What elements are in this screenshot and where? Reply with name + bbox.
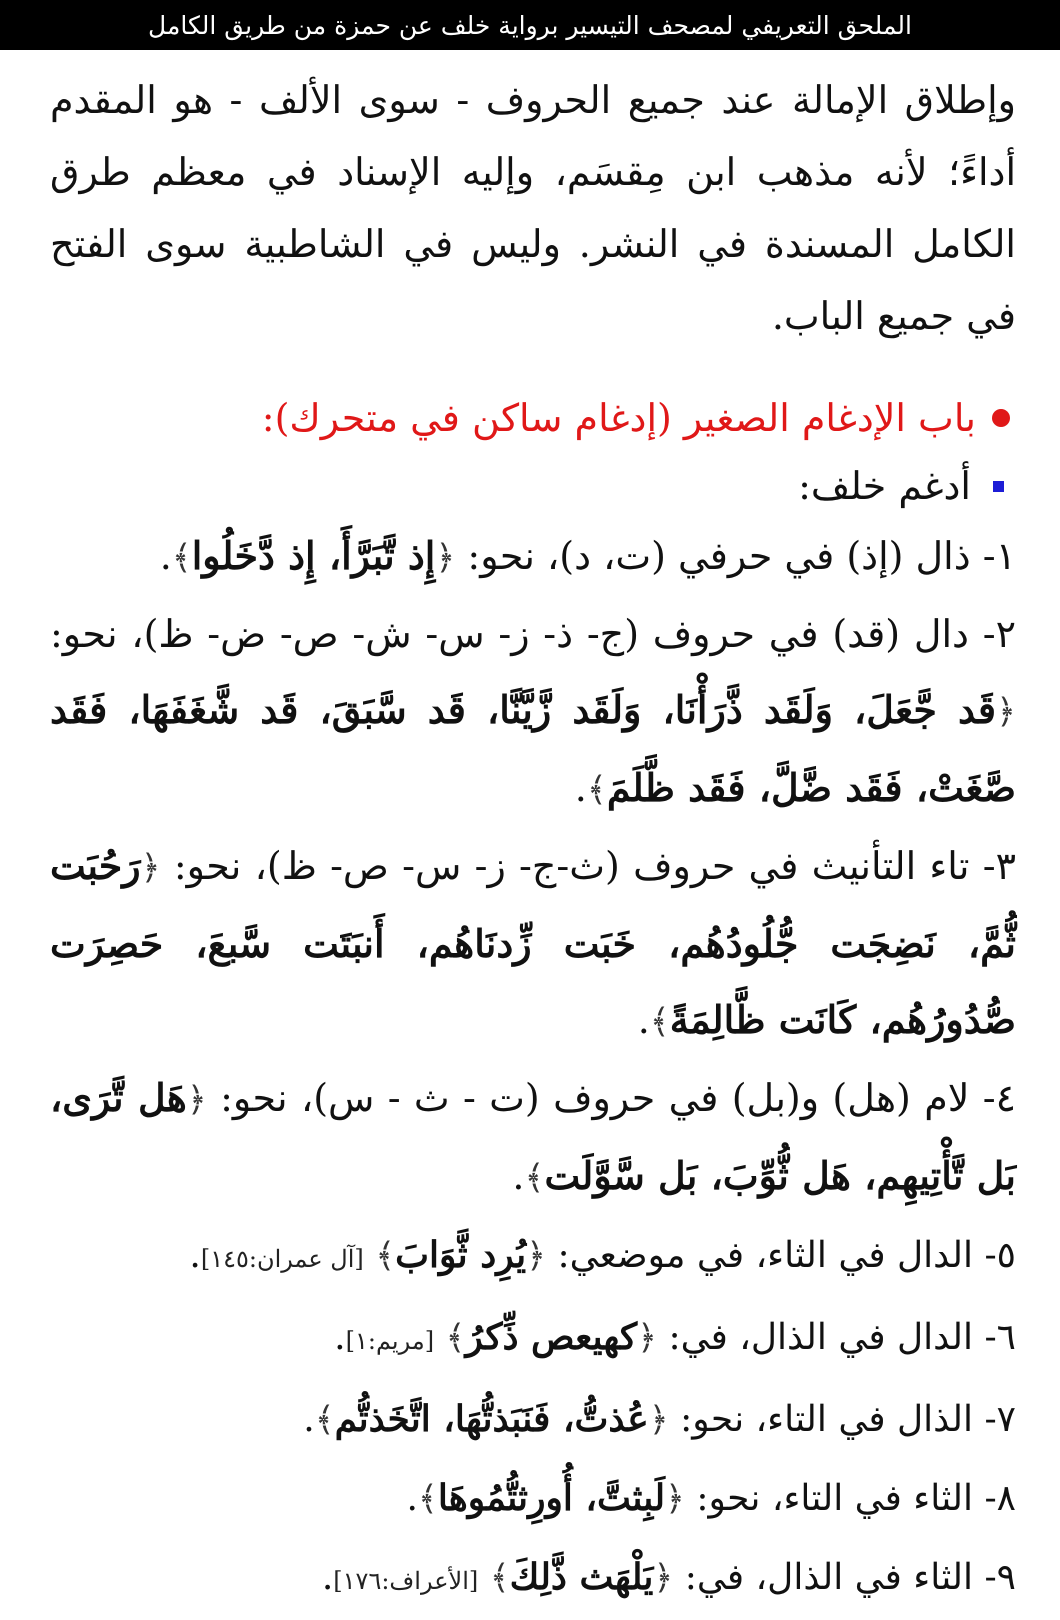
item-end: .: [303, 1399, 315, 1440]
item-number: ٤-: [982, 1076, 1016, 1120]
quran-text: عُذتُّ، فَنَبَذتُّهَا، اتَّخَذتُّم: [334, 1398, 649, 1440]
quran-text: يَلْهَث ذَّلِكَ: [509, 1556, 654, 1598]
ornate-brace-open-icon: ﴿: [140, 848, 161, 888]
ornate-brace-open-icon: ﴿: [526, 1236, 547, 1276]
item-number: ٣-: [982, 844, 1016, 888]
quran-text: رَحُبَت ثُّمَّ، نَضِجَت جُّلُودُهُم، خَبَت زِّدنَاهُم، أَنبَتَت سَّبعَ، حَصِرَت صُّدُورُهُم، كَانَت ظَّالِمَةً: [50, 843, 1016, 1042]
item-end: .: [189, 1235, 201, 1276]
verse-reference: [مريم:١]: [345, 1327, 435, 1355]
running-header-title: الملحق التعريفي لمصحف التيسير برواية خلف عن حمزة من طريق الكامل: [148, 10, 912, 40]
item-end: .: [574, 766, 587, 810]
item-text: الذال في التاء، نحو:: [680, 1399, 974, 1440]
page-body: [0, 50, 1060, 1620]
ornate-brace-close-icon: ﴾: [375, 1236, 396, 1276]
section-heading-text: باب الإدغام الصغير (إدغام ساكن في متحرك):: [261, 396, 976, 440]
blue-square-bullet-icon: [993, 481, 1004, 492]
quran-text: هَل تَّرَى، بَل تَّأْتِيهِم، هَل ثُّوِّبَ، بَل سَّوَّلَت: [50, 1075, 1016, 1198]
item-end: .: [406, 1478, 418, 1519]
ornate-brace-open-icon: ﴿: [435, 538, 456, 578]
ornate-brace-close-icon: ﴾: [489, 1558, 510, 1598]
list-item: [50, 1380, 1016, 1459]
running-header: [0, 0, 1060, 50]
ornate-brace-open-icon: ﴿: [637, 1318, 658, 1358]
item-number: ٢-: [982, 612, 1016, 656]
item-number: ٥-: [984, 1235, 1016, 1276]
intro-line: وإطلاق الإمالة عند جميع الحروف - سوى الألف - هو المقدم: [50, 78, 1016, 122]
ornate-brace-open-icon: ﴿: [186, 1080, 207, 1120]
sub-heading: [50, 454, 1016, 518]
quran-text: كهيعص ذِّكرُ: [465, 1316, 638, 1358]
intro-line: المسندة في النشر. وليس في الشاطبية سوى الفتح في جميع الباب.: [50, 222, 1016, 338]
intro-paragraph: [50, 64, 1016, 352]
item-text: ذال (إذ) في حرفي (ت، د)، نحو:: [467, 534, 971, 578]
item-text: الدال في الذال، في:: [668, 1317, 974, 1358]
ornate-brace-open-icon: ﴿: [653, 1558, 674, 1598]
ornate-brace-open-icon: ﴿: [996, 692, 1016, 732]
item-text: دال (قد) في حروف (ج- ذ- ز- س- ش- ص- ض- ظ)، نحو:: [50, 612, 969, 656]
item-text: الدال في الثاء، في موضعي:: [557, 1235, 974, 1276]
ornate-brace-close-icon: ﴾: [417, 1479, 438, 1519]
item-number: ٧-: [984, 1399, 1016, 1440]
item-number: ٩-: [984, 1557, 1016, 1598]
list-item: [50, 596, 1016, 828]
item-number: ٨-: [984, 1478, 1016, 1519]
sub-heading-text: أدغم خلف:: [798, 464, 971, 508]
list-item: [50, 828, 1016, 1060]
ornate-brace-close-icon: ﴾: [524, 1158, 545, 1198]
ornate-brace-close-icon: ﴾: [649, 1002, 670, 1042]
ornate-brace-close-icon: ﴾: [171, 538, 192, 578]
item-text: لام (هل) و(بل) في حروف (ت - ث - س)، نحو:: [220, 1076, 970, 1120]
list-item: [50, 1060, 1016, 1216]
item-text: الثاء في الذال، في:: [684, 1557, 974, 1598]
item-end: .: [159, 534, 172, 578]
item-end: .: [334, 1317, 346, 1358]
ornate-brace-open-icon: ﴿: [648, 1400, 669, 1440]
item-number: ٦-: [984, 1317, 1016, 1358]
item-text: الثاء في التاء، نحو:: [696, 1478, 974, 1519]
ornate-brace-close-icon: ﴾: [314, 1400, 335, 1440]
list-item: [50, 1538, 1016, 1620]
quran-text: يُرِد ثَّوَابَ: [395, 1234, 527, 1276]
list-item: [50, 1459, 1016, 1538]
ornate-brace-close-icon: ﴾: [445, 1318, 466, 1358]
list-item: [50, 1298, 1016, 1380]
item-text: تاء التأنيث في حروف (ث-ج- ز- س- ص- ظ)، نحو:: [173, 844, 970, 888]
list-item: [50, 1216, 1016, 1298]
item-end: .: [512, 1154, 525, 1198]
quran-text: لَبِثتَّ، أُورِثتُّمُوهَا: [437, 1477, 666, 1519]
item-number: ١-: [982, 534, 1016, 578]
ornate-brace-open-icon: ﴿: [665, 1479, 685, 1519]
list-item: [50, 518, 1016, 596]
item-end: .: [637, 998, 650, 1042]
verse-reference: [آل عمران:١٤٥]: [200, 1245, 364, 1273]
item-end: .: [321, 1557, 334, 1598]
intro-line: أداءً؛ لأنه مذهب ابن مِقسَم، وإليه الإسناد في معظم طرق الكامل: [50, 150, 1016, 266]
red-bullet-icon: [992, 409, 1010, 427]
quran-text: قَد جَّعَلَ، وَلَقَد ذَّرَأْنَا، وَلَقَد زَّيَّنَّا، قَد سَّبَقَ، قَد شَّغَفَهَا، فَقَد صَّغَتْ، فَقَد ضَّلَّ، فَقَد ظَّلَمَ: [50, 687, 1016, 810]
section-heading: [50, 382, 1016, 454]
verse-reference: [الأعراف:١٧٦]: [333, 1567, 479, 1595]
ornate-brace-close-icon: ﴾: [586, 770, 607, 810]
quran-text: إِذ تَّبَرَّأَ، إِذ دَّخَلُوا: [191, 533, 436, 578]
